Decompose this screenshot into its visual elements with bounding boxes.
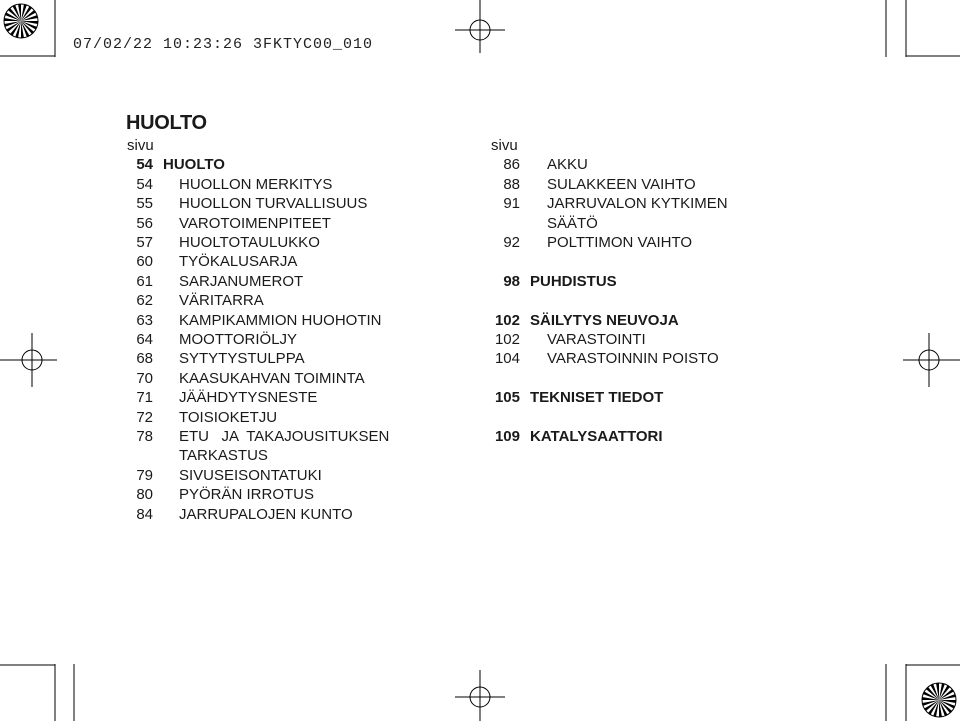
toc-entry-title: JÄÄHDYTYSNESTE (179, 389, 318, 407)
toc-entry-title: VARASTOINNIN POISTO (547, 350, 719, 368)
toc-page-number: 86 (503, 156, 520, 174)
toc-page-number: 79 (136, 466, 153, 484)
toc-entry-title: SYTYTYSTULPPA (179, 350, 305, 368)
toc-entry-title: PUHDISTUS (530, 272, 617, 290)
toc-page-number: 105 (494, 389, 520, 407)
toc-page-number: 55 (136, 195, 153, 213)
toc-page-number: 78 (136, 428, 153, 446)
section-title: HUOLTO (126, 112, 207, 134)
corner-crop-marks-bottom-left (0, 664, 74, 721)
registration-mark-top (455, 0, 505, 53)
toc-entry (491, 427, 791, 446)
toc-entry (127, 408, 457, 427)
toc-entry (127, 505, 457, 524)
page-column-header: sivu (127, 137, 154, 154)
toc-entry-title: PYÖRÄN IRROTUS (179, 486, 315, 504)
toc-page-number: 71 (136, 389, 153, 407)
toc-entry-title: KAASUKAHVAN TOIMINTA (179, 369, 365, 387)
toc-page-number: 84 (136, 505, 153, 523)
toc-entry (491, 175, 791, 194)
toc-entry (491, 194, 791, 213)
toc-page-number: 109 (494, 428, 520, 446)
toc-entry (491, 311, 791, 330)
toc-entry-title: HUOLTO (163, 156, 225, 174)
toc-entry (127, 155, 457, 174)
toc-entry (127, 388, 457, 407)
toc-page-number: 92 (503, 234, 520, 252)
toc-entry (127, 214, 457, 233)
toc-entry-title: TYÖKALUSARJA (179, 253, 298, 271)
toc-page-number: 80 (136, 486, 153, 504)
toc-entry (127, 369, 457, 388)
toc-entry (127, 175, 457, 194)
toc-left-column (127, 136, 457, 524)
toc-entry-title: ETU JA TAKAJOUSITUKSEN (179, 428, 390, 446)
toc-page-number: 61 (136, 272, 153, 290)
toc-entry-title: TOISIOKETJU (179, 408, 278, 426)
toc-right-column (491, 136, 791, 446)
toc-entry (127, 311, 457, 330)
toc-page-number: 72 (136, 408, 153, 426)
toc-entry (127, 427, 457, 446)
toc-page-number: 56 (136, 214, 153, 232)
toc-page-number: 70 (136, 369, 153, 387)
toc-entry (127, 466, 457, 485)
star-target-top-left (4, 4, 38, 38)
toc-entry (127, 291, 457, 310)
toc-entry (127, 446, 457, 465)
toc-entry (491, 214, 791, 233)
toc-entry-title: MOOTTORIÖLJY (179, 331, 298, 349)
toc-entry (127, 233, 457, 252)
toc-page-number: 54 (136, 156, 153, 174)
toc-page-number: 88 (503, 175, 520, 193)
toc-page-number: 102 (494, 331, 520, 349)
toc-entry (127, 485, 457, 504)
toc-entry-title: TARKASTUS (179, 447, 268, 465)
toc-page-number: 63 (136, 311, 153, 329)
toc-entry (491, 155, 791, 174)
toc-entry (491, 272, 791, 291)
toc-entry-title: HUOLTOTAULUKKO (179, 234, 320, 252)
toc-entry-title: VAROTOIMENPITEET (179, 214, 331, 232)
toc-entry-title: POLTTIMON VAIHTO (547, 234, 693, 252)
toc-entry (127, 272, 457, 291)
toc-entry-title: KATALYSAATTORI (530, 428, 663, 446)
toc-entry-title: SULAKKEEN VAIHTO (547, 175, 696, 193)
page-column-header: sivu (491, 137, 518, 154)
toc-page-number: 54 (136, 175, 153, 193)
toc-page-number: 104 (494, 350, 520, 368)
star-target-bottom-right (922, 683, 956, 717)
toc-entry (491, 349, 791, 368)
corner-crop-marks-top-right (886, 0, 960, 57)
registration-mark-bottom (455, 670, 505, 721)
toc-page-number: 60 (136, 253, 153, 271)
toc-entry (127, 330, 457, 349)
toc-entry-title: TEKNISET TIEDOT (530, 389, 664, 407)
toc-entry-title: SIVUSEISONTATUKI (179, 466, 322, 484)
toc-page-number: 102 (494, 311, 520, 329)
toc-page-number: 91 (503, 195, 520, 213)
toc-right-list (491, 155, 791, 446)
toc-entry-title: JARRUVALON KYTKIMEN (547, 195, 728, 213)
toc-entry-title: AKKU (547, 156, 588, 174)
toc-left-list (127, 155, 457, 524)
toc-page-number: 64 (136, 331, 153, 349)
toc-page-number: 68 (136, 350, 153, 368)
toc-entry-title: SÄILYTYS NEUVOJA (530, 311, 679, 329)
toc-entry (127, 194, 457, 213)
toc-entry-title: HUOLLON MERKITYS (179, 175, 333, 193)
registration-mark-right (903, 333, 960, 387)
toc-entry (127, 349, 457, 368)
toc-entry-title: SÄÄTÖ (547, 214, 598, 232)
toc-entry-title: KAMPIKAMMION HUOHOTIN (179, 311, 382, 329)
toc-entry (491, 233, 791, 252)
toc-entry-title: SARJANUMEROT (179, 272, 304, 290)
toc-entry-title: JARRUPALOJEN KUNTO (179, 505, 353, 523)
toc-entry (491, 330, 791, 349)
toc-entry (127, 252, 457, 271)
toc-entry-title: VÄRITARRA (179, 292, 264, 310)
toc-page-number: 98 (503, 272, 520, 290)
print-slug: 07/02/22 10:23:26 3FKTYC00_010 (73, 36, 374, 53)
toc-entry-title: VARASTOINTI (547, 331, 646, 349)
toc-entry-title: HUOLLON TURVALLISUUS (179, 195, 368, 213)
toc-page-number: 57 (136, 234, 153, 252)
toc-entry (491, 388, 791, 407)
registration-mark-left (0, 333, 57, 387)
toc-page-number: 62 (136, 292, 153, 310)
